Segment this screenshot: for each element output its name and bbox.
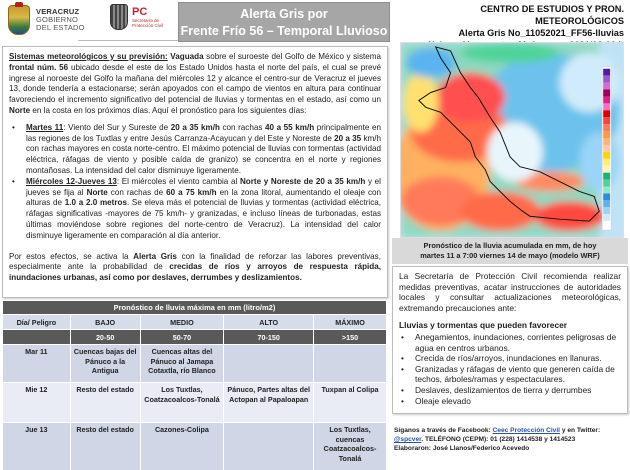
text: en la zona litoral, aumentando el oleaje con alturas de xyxy=(26,187,382,208)
bold-text: Vaguada xyxy=(170,52,204,61)
table-header: ALTO xyxy=(224,315,314,330)
daily-forecast-list xyxy=(9,123,381,242)
alert-title-line1: Alerta Gris por xyxy=(240,7,328,21)
table-range: 20-50 xyxy=(70,330,140,345)
table-range xyxy=(3,330,71,345)
table-range: 50-70 xyxy=(140,330,224,345)
text: y en Twitter: xyxy=(560,427,601,434)
facebook-link[interactable]: Ceec Protección Civil xyxy=(492,427,561,434)
table-range-row xyxy=(3,330,387,345)
bold-text: Alerta Gris xyxy=(133,251,177,261)
header-divider xyxy=(78,40,178,41)
text: con rachas xyxy=(219,122,265,132)
bold-text: crecidas de ríos y arroyos de respuesta rápida, inundaciones urbanas, así como por deslaves, derrumbes y deslizamientos. xyxy=(9,262,382,283)
table-row xyxy=(3,423,387,470)
alert-id: Alerta Gris No_11052021_FF56-lluvias xyxy=(458,28,624,38)
table-title: Pronóstico de lluvia máxima en mm (litro/m2) xyxy=(3,301,387,315)
table-cell: Resto del estado xyxy=(70,383,140,423)
rainfall-map-image xyxy=(401,43,623,237)
recommendations-intro: La Secretaría de Protección Civil recomienda realizar medidas preventivas, acatar instrucciones de autoridades locales y consultar actualizaciones meteorológicas, extremando precauciones ante: xyxy=(399,271,621,313)
map-legend-colorbar xyxy=(603,69,610,228)
table-cell xyxy=(224,345,314,383)
table-cell: Los Tuxtlas, cuencas Coatzacoalcos-Tonalá xyxy=(314,423,387,470)
day-label: Martes 11 xyxy=(26,122,64,132)
text: Por estos efectos, se activa la xyxy=(9,251,134,261)
footer xyxy=(394,426,630,453)
table-cell: Los Tuxtlas, Coatzacoalcos-Tonalá xyxy=(140,383,224,423)
table-header: BAJO xyxy=(70,315,140,330)
text: . Se eleva más el potencial de lluvias y tormentas (actividad eléctrica, ráfagas significativas -mayores de 75 km/h- y granizadas, e incluso líneas de turbonadas, estas últimas moviéndose sobre regiones del norte-centro de Veracruz). La intensidad del calor disminuye ligeramente en comparación al día anterior. xyxy=(26,198,382,240)
table-header-row xyxy=(3,315,387,330)
bold-text: 20 a 35 km/h xyxy=(170,122,220,132)
bold-text: 20 a 35 xyxy=(334,133,362,143)
recommendations-box xyxy=(392,266,628,414)
bold-text: 60 a 75 km/h xyxy=(166,187,217,197)
text: km/h con rachas mayores en costa norte-centro. El máximo potencial de lluvias con tormentas (actividad eléctrica, ráfagas de viento y posible caída de granizo) se concentra en el norte y regiones montañosas. La intensidad del calor disminuye ligeramente. xyxy=(26,133,381,175)
recommendations-title: Lluvias y tormentas que pueden favorecer xyxy=(399,320,568,331)
table-cell: Pánuco, Partes altas del Actopan al Papaloapan xyxy=(224,383,314,423)
list-item: • Oleaje elevado xyxy=(399,396,621,407)
pc-shield-icon xyxy=(110,4,128,30)
map-caption xyxy=(392,238,628,264)
pc-abbr: PC xyxy=(132,5,148,18)
map-caption-line1: Pronóstico de la lluvia acumulada en mm, de hoy xyxy=(423,241,597,250)
alert-title-box xyxy=(178,2,390,42)
center-name: CENTRO DE ESTUDIOS Y PRON. METEOROLÓGICOS xyxy=(480,4,624,26)
proteccion-civil-logo xyxy=(110,4,163,30)
map-caption-line2: martes 11 a 7:00 viernes 14 de mayo (modelo WRF) xyxy=(420,251,600,260)
table-cell: Tuxpan al Colipa xyxy=(314,383,387,423)
table-cell: Jue 13 xyxy=(3,423,71,470)
text: en la costa en los próximos días. Aquí el pronóstico para los siguientes días: xyxy=(30,105,307,115)
systems-forecast-box xyxy=(2,46,388,298)
text: y el jueves se fija al xyxy=(26,176,381,197)
phone-text: . TELÉFONO (CEPM): 01 (228) 1414538 y 1414523 xyxy=(421,436,576,443)
header-logos xyxy=(0,0,178,40)
list-item: • Deslaves, deslizamientos de tierra y derrumbes xyxy=(399,385,621,396)
pc-line1: Secretaría de xyxy=(132,17,160,23)
veracruz-logo-text xyxy=(36,8,85,32)
bold-text: Norte y Noreste de 20 a 35 km/h xyxy=(239,176,366,186)
bold-text: frontal núm. 56 xyxy=(9,62,69,72)
table-header: MEDIO xyxy=(140,315,224,330)
list-item: • Crecida de ríos/arroyos, inundaciones en llanuras. xyxy=(399,353,621,364)
systems-heading: Sistemas meteorológicos y su previsión: xyxy=(9,52,168,61)
table-header: MÁXIMO xyxy=(314,315,387,330)
table-row xyxy=(3,345,387,383)
table-cell xyxy=(224,423,314,470)
text: Síganos a través de Facebook: xyxy=(394,427,493,434)
table-range: 70-150 xyxy=(224,330,314,345)
bold-text: Norte xyxy=(9,105,31,115)
table-cell: Mar 11 xyxy=(3,345,71,383)
text: con la finalidad de reforzar las labores preventivas, especialmente ante la probabilidad de xyxy=(9,251,381,272)
table-cell xyxy=(314,345,387,383)
day-label: Miércoles 12-Jueves 13 xyxy=(26,176,117,186)
veracruz-logo-line2: GOBIERNO xyxy=(36,15,79,24)
systems-paragraph xyxy=(9,52,381,117)
bold-text: 1.0 a 2.0 metros xyxy=(64,198,127,208)
table-cell: Cazones-Colipa xyxy=(140,423,224,470)
veracruz-logo-line1: VERACRUZ xyxy=(36,7,80,16)
table-range: >150 xyxy=(314,330,387,345)
bold-text: 40 a 55 km/h xyxy=(265,122,315,132)
text: ubicado desde el este de los Estado Unidos hasta el norte del país, el cual se prevé ingrese al noroeste del Golfo la mañana del miércoles 12 y alcance el centro-sur de Veracruz el jueves 13, donde tendería a estacionarse; serán apoyados con el campo de vientos en altura para continuar favoreciendo el incremento significativo del potencial de lluvias y tormentas en el estado, así como un xyxy=(9,62,382,105)
forecast-day-miercoles-jueves xyxy=(9,177,381,242)
list-item: • Granizadas y ráfagas de viento que generen caída de techos, árboles/ramas y espectaculares. xyxy=(399,364,621,385)
bold-text: Norte xyxy=(86,187,108,197)
text: sobre el suroeste del Golfo de México y sistema xyxy=(203,52,382,61)
table-cell: Cuencas bajas del Pánuco a la Antigua xyxy=(70,345,140,383)
table-cell: Cuencas altas del Pánuco al Jamapa Cotaxtla, río Blanco xyxy=(140,345,224,383)
table-header: Día/ Peligro xyxy=(3,315,71,330)
alert-title-line2: Frente Frío 56 – Temporal Lluvioso xyxy=(180,24,388,38)
text: : El miércoles el viento cambia al xyxy=(116,176,240,186)
veracruz-shield-icon xyxy=(8,5,30,35)
alert-activation-paragraph xyxy=(9,252,381,284)
table-cell: Resto del estado xyxy=(70,423,140,470)
footer-contact xyxy=(394,426,630,444)
text: : Viento del Sur y Sureste de xyxy=(63,122,171,132)
pc-line2: Protección Civil xyxy=(132,22,164,28)
text: con rachas de xyxy=(107,187,167,197)
recommendations-list xyxy=(399,332,621,406)
rainfall-forecast-map xyxy=(400,42,624,238)
text: principalmente en las regiones de los Tuxtlas y entre Jesús Carranza-Acayucan y del Este y Noreste de xyxy=(26,122,381,143)
table-cell: Mie 12 xyxy=(3,383,71,423)
rain-forecast-table xyxy=(2,300,387,470)
veracruz-logo-line3: DEL ESTADO xyxy=(36,23,85,32)
twitter-link[interactable]: @spcver xyxy=(394,436,422,443)
table-row xyxy=(3,383,387,423)
footer-authors: Elaboraron: José Llanos/Federico Acevedo xyxy=(394,445,530,452)
list-item: • Anegamientos, inundaciones, corrientes peligrosas de agua en centros urbanos. xyxy=(399,332,621,353)
forecast-day-martes xyxy=(9,123,381,177)
